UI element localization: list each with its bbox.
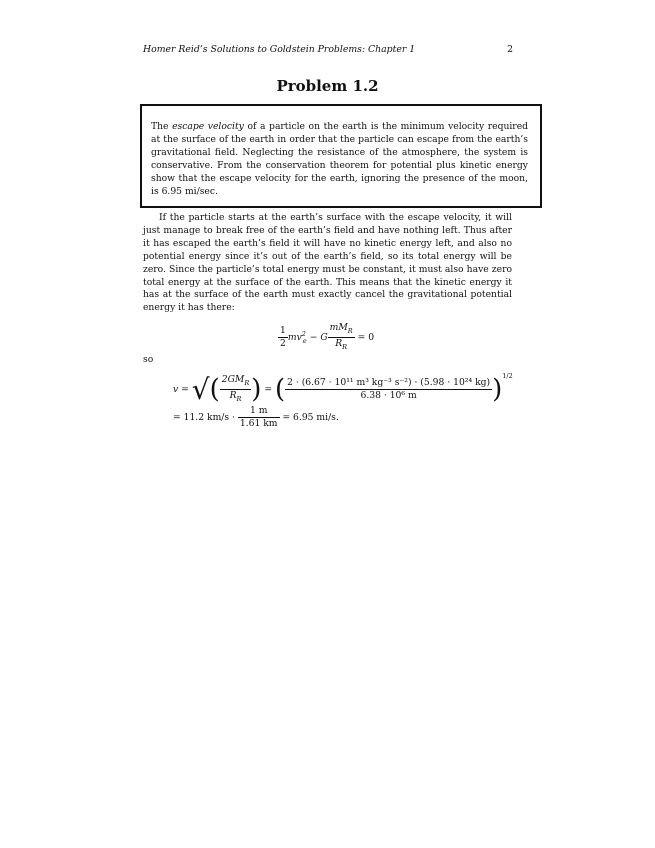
conversion-fraction <box>238 405 280 430</box>
problem-title: Problem 1.2 <box>276 77 379 95</box>
grav-constant: G <box>320 331 328 343</box>
kinetic-term: $mv^2_e$ <box>287 329 307 345</box>
minus-sign: − <box>309 331 321 343</box>
paren-close-icon: ) <box>251 374 262 405</box>
running-title: Homer Reid’s Solutions to Goldstein Problems: Chapter 1 <box>143 44 416 55</box>
escape-velocity-equation <box>173 372 513 406</box>
result-mi-per-s: = 6.95 mi/s. <box>282 412 339 423</box>
statement-term: escape velocity <box>172 121 244 132</box>
energy-equation-rhs: = 0 <box>357 331 375 343</box>
equals-sign: = <box>264 384 275 395</box>
conversion-denominator: 1.61 km <box>239 418 278 429</box>
numeric-denominator: 6.38 · 10⁶ m <box>285 389 492 402</box>
unit-conversion-equation <box>173 405 339 430</box>
page-number: 2 <box>507 44 513 55</box>
half-fraction: $\frac{1}{2}$ <box>280 324 286 349</box>
result-km-per-s: = 11.2 km/s · <box>173 412 235 423</box>
numeric-numerator: 2 · (6.67 · 10¹¹ m³ kg⁻³ s⁻²) · (5.98 · 10²⁴ kg) <box>287 377 491 388</box>
potential-fraction: $\frac{mM_R}{R_R}$ <box>329 322 353 351</box>
numeric-fraction <box>285 377 492 402</box>
paren-close-icon-2: ) <box>492 374 503 405</box>
solution-paragraph: If the particle starts at the earth’s surface with the escape velocity, it will just manage to break free of the earth’s field and have nothing left. Thus after it has escaped the earth’s field it will have no kinetic energy left, and also no potential energy since it’s out of the earth’s field, so its total energy will be zero. Since the particle’s total energy must be constant, it must also have zero total energy at the surface of the earth. This means that the kinetic energy it has at the surface of the earth must exactly cancel the gravitational potential energy it has there: <box>143 212 512 314</box>
statement-text-start: The <box>151 121 173 132</box>
paren-open-icon: ( <box>209 374 220 405</box>
problem-statement-box <box>140 104 542 208</box>
energy-equation <box>278 322 374 353</box>
sqrt-icon: √ <box>191 373 210 406</box>
velocity-lhs: v = <box>173 384 189 395</box>
statement-text-rest: of a particle on the earth is the minimum velocity required at the surface of the earth in order that the particle can escape from the earth’s gravitational field. Neglecting the resistance of the atmosphere, the system is conservative. From the conservation theorem for potential plus kinetic energy show that the escape velocity for the earth, ignoring the presence of the moon, is 6.95 mi/sec. <box>151 121 529 198</box>
so-connector: so <box>143 354 154 365</box>
sqrt-fraction: $\frac{2GM_R}{R_R}$ <box>221 374 250 403</box>
conversion-numerator: 1 m <box>249 405 268 416</box>
running-header <box>143 44 513 55</box>
paren-open-icon-2: ( <box>274 374 286 405</box>
half-exponent: 1/2 <box>502 372 513 380</box>
